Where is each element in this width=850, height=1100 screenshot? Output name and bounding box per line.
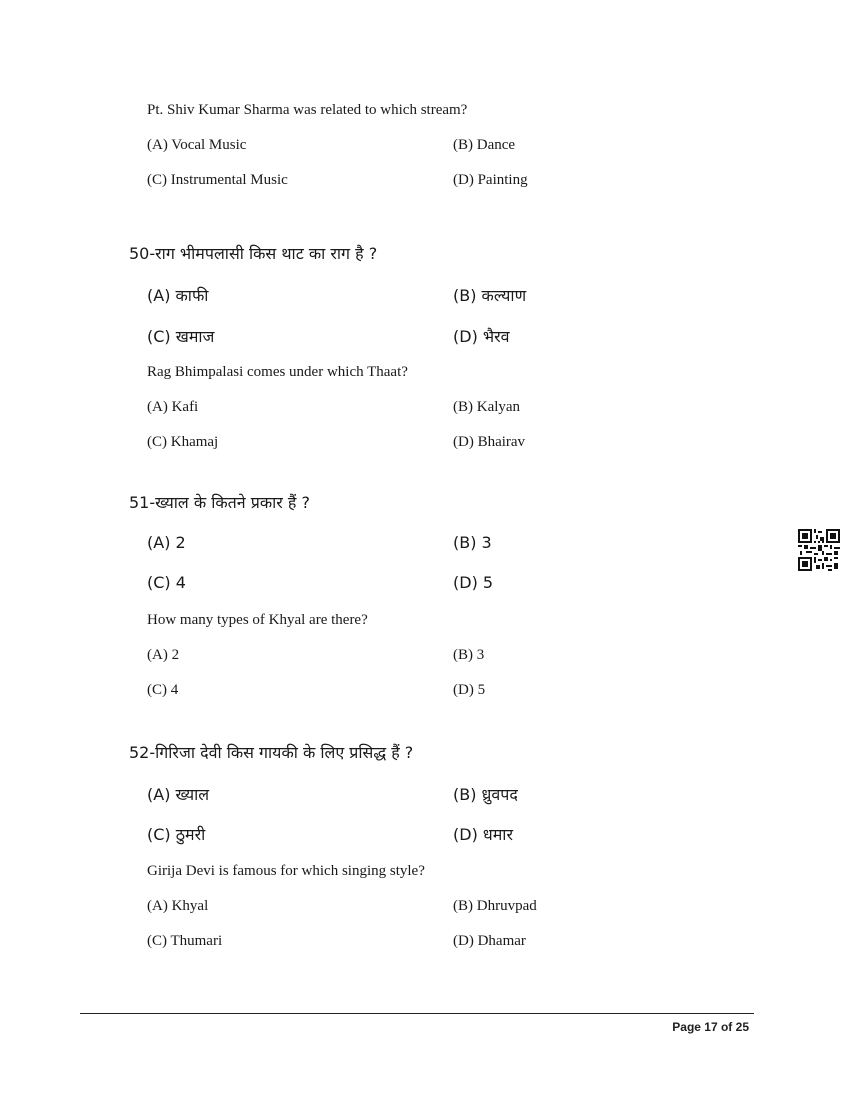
q49-option-c: (C) Instrumental Music bbox=[147, 172, 288, 188]
q52-english-question: Girija Devi is famous for which singing style? bbox=[147, 863, 425, 879]
footer-divider bbox=[80, 1013, 754, 1014]
q50-english-option-d: (D) Bhairav bbox=[453, 434, 526, 450]
q51-english-option-b: (B) 3 bbox=[453, 647, 485, 663]
q51-hindi-option-c: (C) 4 bbox=[147, 573, 186, 592]
q50-english-option-a: (A) Kafi bbox=[147, 399, 199, 415]
q50-english-question: Rag Bhimpalasi comes under which Thaat? bbox=[147, 364, 408, 380]
q52-english-option-a: (A) Khyal bbox=[147, 898, 209, 914]
q50-english-option-b: (B) Kalyan bbox=[453, 399, 521, 415]
q50-hindi-option-b: (B) कल्याण bbox=[453, 286, 527, 305]
page-number: Page 17 of 25 bbox=[672, 1020, 749, 1034]
q52-english-option-b: (B) Dhruvpad bbox=[453, 898, 537, 914]
q49-english-question: Pt. Shiv Kumar Sharma was related to which stream? bbox=[147, 102, 468, 118]
q51-hindi-question: 51-ख्याल के कितने प्रकार हैं ? bbox=[129, 493, 310, 512]
q51-english-option-a: (A) 2 bbox=[147, 647, 180, 663]
q50-hindi-option-c: (C) खमाज bbox=[147, 327, 215, 346]
q52-hindi-question: 52-गिरिजा देवी किस गायकी के लिए प्रसिद्ध हैं ? bbox=[129, 743, 414, 762]
q52-hindi-option-d: (D) धमार bbox=[453, 825, 513, 844]
q52-hindi-option-c: (C) ठुमरी bbox=[147, 825, 206, 844]
q52-hindi-option-b: (B) ध्रुवपद bbox=[453, 785, 518, 804]
q52-english-option-c: (C) Thumari bbox=[147, 933, 223, 949]
q50-hindi-option-d: (D) भैरव bbox=[453, 327, 510, 346]
q51-english-option-d: (D) 5 bbox=[453, 682, 486, 698]
q51-english-question: How many types of Khyal are there? bbox=[147, 612, 368, 628]
q52-english-option-d: (D) Dhamar bbox=[453, 933, 526, 949]
q52-hindi-option-a: (A) ख्याल bbox=[147, 785, 210, 804]
q51-hindi-option-a: (A) 2 bbox=[147, 533, 186, 552]
qr-code-icon bbox=[798, 529, 840, 571]
q49-option-b: (B) Dance bbox=[453, 137, 516, 153]
q51-hindi-option-b: (B) 3 bbox=[453, 533, 492, 552]
q50-hindi-option-a: (A) काफी bbox=[147, 286, 209, 305]
q49-option-a: (A) Vocal Music bbox=[147, 137, 247, 153]
q50-hindi-question: 50-राग भीमपलासी किस थाट का राग है ? bbox=[129, 244, 378, 263]
q50-english-option-c: (C) Khamaj bbox=[147, 434, 219, 450]
q51-hindi-option-d: (D) 5 bbox=[453, 573, 494, 592]
q49-option-d: (D) Painting bbox=[453, 172, 528, 188]
q51-english-option-c: (C) 4 bbox=[147, 682, 179, 698]
